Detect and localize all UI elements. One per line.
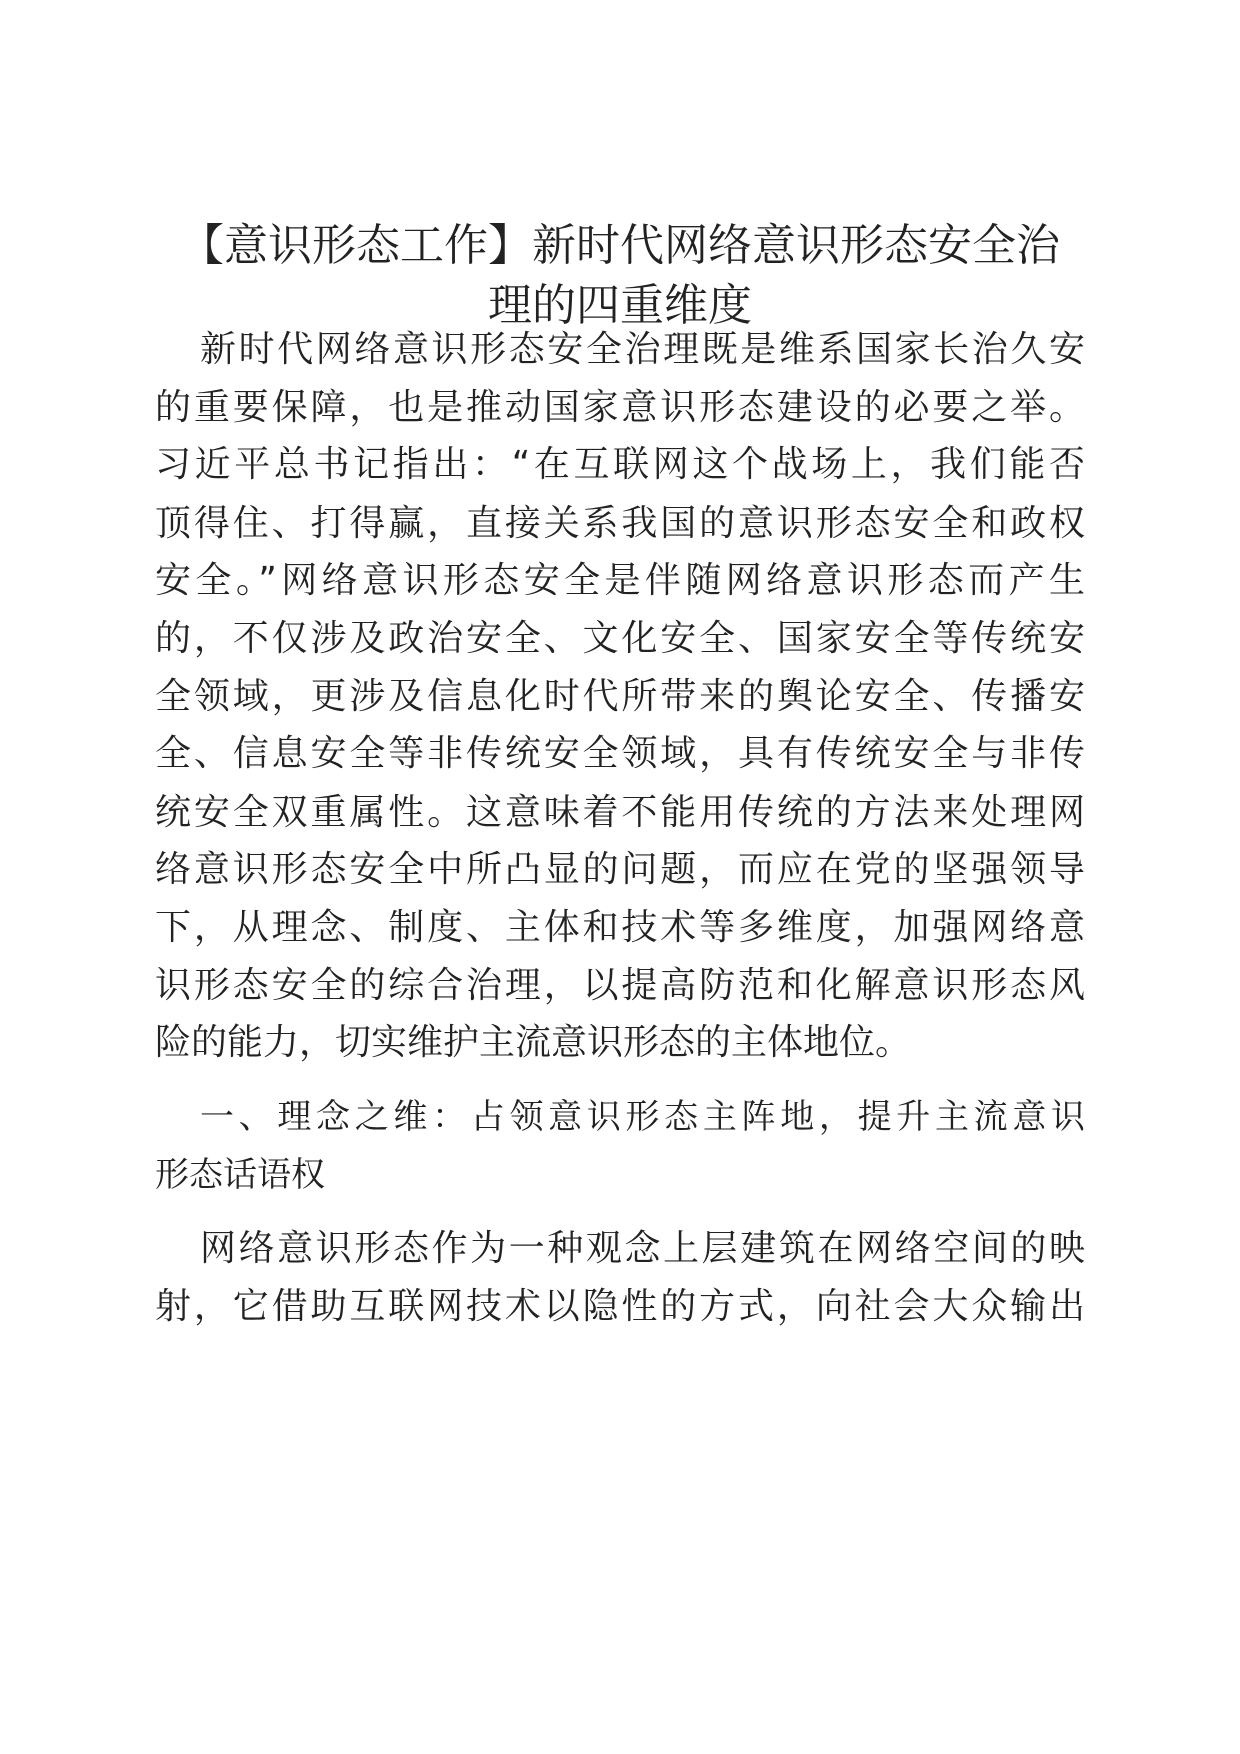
paragraph-2-line: 网络意识形态作为一种观念上层建筑在网络空间的映 — [200, 1228, 1085, 1269]
section-heading-line: 形态话语权 — [155, 1155, 325, 1195]
paragraph-1-line: 新时代网络意识形态安全治理既是维系国家长治久安 — [200, 329, 1085, 370]
document-title — [150, 216, 1090, 336]
paragraph-1-line: 的重要保障，也是推动国家意识形态建设的必要之举。 — [155, 387, 1085, 428]
paragraph-1-line: 的，不仅涉及政治安全、文化安全、国家安全等传统安 — [155, 618, 1085, 659]
paragraph-1-line: 险的能力，切实维护主流意识形态的主体地位。 — [155, 1022, 912, 1063]
paragraph-1-line: 全、信息安全等非传统安全领域，具有传统安全与非传 — [155, 733, 1085, 774]
paragraph-1-line: 全领域，更涉及信息化时代所带来的舆论安全、传播安 — [155, 676, 1085, 717]
title-line-2: 理的四重维度 — [488, 280, 752, 331]
paragraph-2-line: 射，它借助互联网技术以隐性的方式，向社会大众输出 — [155, 1286, 1085, 1327]
paragraph-1-line: 络意识形态安全中所凸显的问题，而应在党的坚强领导 — [155, 849, 1085, 890]
section-heading-line: 一、理念之维：占领意识形态主阵地，提升主流意识 — [200, 1097, 1085, 1137]
title-line-1: 【意识形态工作】新时代网络意识形态安全治 — [180, 220, 1060, 271]
paragraph-1-line: 习近平总书记指出：“在互联网这个战场上，我们能否 — [155, 444, 1085, 485]
paragraph-1-line: 安全。”网络意识形态安全是伴随网络意识形态而产生 — [155, 560, 1085, 601]
paragraph-1-line: 下，从理念、制度、主体和技术等多维度，加强网络意 — [155, 907, 1085, 948]
paragraph-1-line: 顶得住、打得赢，直接关系我国的意识形态安全和政权 — [155, 503, 1085, 544]
paragraph-1-line: 统安全双重属性。这意味着不能用传统的方法来处理网 — [155, 792, 1085, 833]
paragraph-1-line: 识形态安全的综合治理，以提高防范和化解意识形态风 — [155, 965, 1085, 1006]
